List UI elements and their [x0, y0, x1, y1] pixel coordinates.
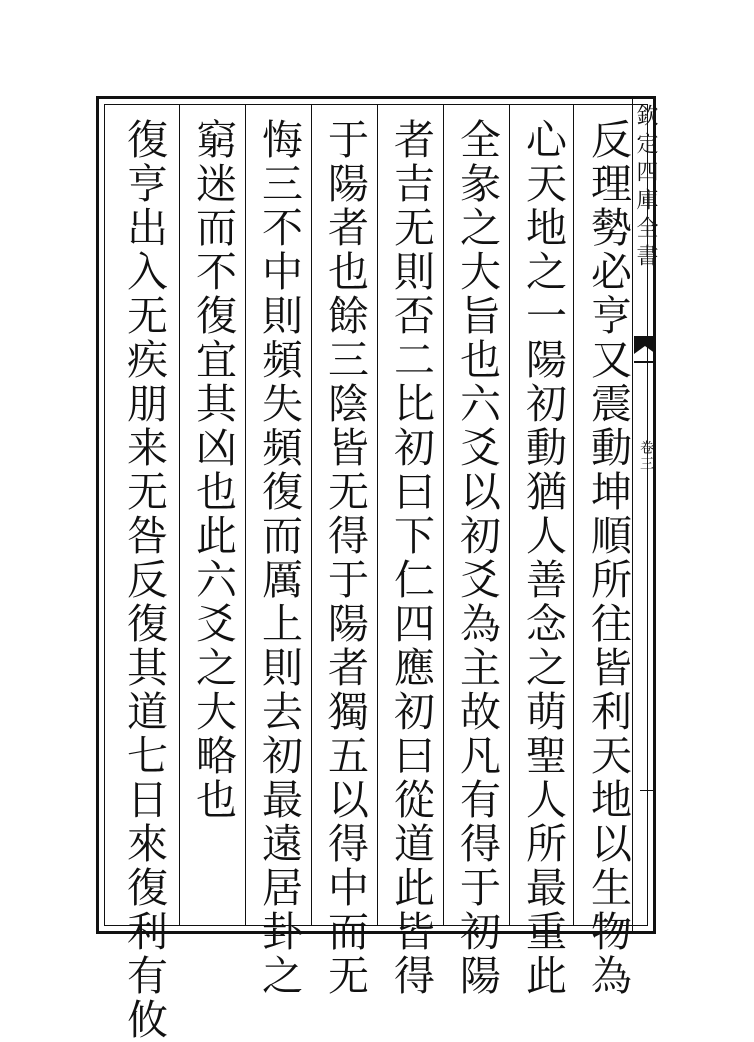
- margin-tick: [640, 790, 656, 791]
- column-rule: [179, 104, 180, 926]
- text-column-1: 反理勢必亨又震動坤順所往皆利天地以生物為: [584, 118, 632, 998]
- column-rule: [509, 104, 510, 926]
- text-column-2: 心天地之一陽初動猶人善念之萌聖人所最重此: [519, 118, 567, 998]
- column-rule: [377, 104, 378, 926]
- column-rule: [443, 104, 444, 926]
- volume-label: 卷三: [638, 440, 654, 472]
- text-column-5: 于陽者也餘三陰皆无得于陽者獨五以得中而无: [321, 118, 369, 998]
- book-title: 欽定四庫全書: [633, 104, 658, 272]
- column-rule: [311, 104, 312, 926]
- text-column-8: 復亨出入无疾朋来无咎反復其道七日來復利有攸: [120, 118, 168, 1042]
- text-column-6: 悔三不中則頻失頻復而厲上則去初最遠居卦之: [255, 118, 303, 998]
- text-column-7: 窮迷而不復宜其凶也此六爻之大略也: [189, 118, 237, 822]
- column-rule: [245, 104, 246, 926]
- column-rule: [573, 104, 574, 926]
- text-column-3: 全彖之大旨也六爻以初爻為主故凡有得于初陽: [453, 118, 501, 998]
- text-column-4: 者吉无則否二比初曰下仁四應初曰從道此皆得: [387, 118, 435, 998]
